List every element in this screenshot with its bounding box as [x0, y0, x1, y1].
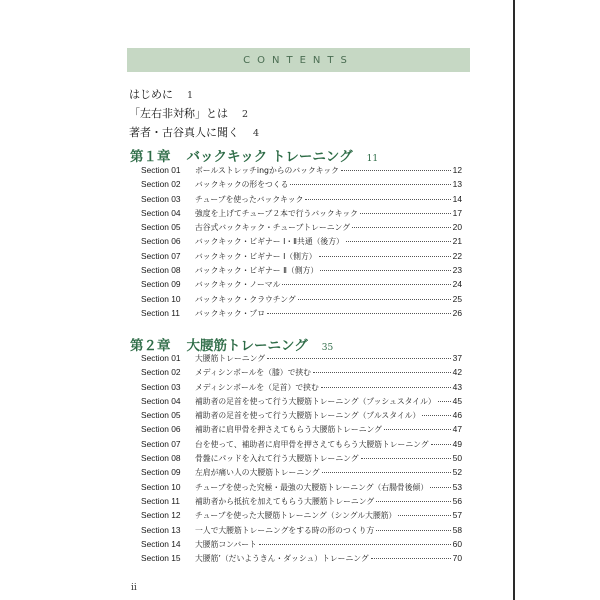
dot-leader	[360, 213, 451, 214]
section-title: メディシンボールを（膝）で挟む	[195, 368, 311, 378]
section-page: 70	[452, 553, 462, 564]
toc-entry	[141, 510, 462, 524]
dot-leader	[305, 199, 450, 200]
chapter-page: 35	[321, 343, 334, 353]
dot-leader	[398, 515, 450, 516]
intro-item	[129, 86, 193, 102]
section-number: Section 10	[141, 293, 181, 304]
intro-page: 2	[242, 109, 249, 120]
toc-entry	[141, 467, 462, 481]
section-number: Section 05	[141, 410, 181, 421]
toc-entry	[141, 265, 462, 279]
toc-entry	[141, 194, 462, 208]
contents-title: CONTENTS	[243, 54, 354, 66]
section-number: Section 03	[141, 193, 181, 204]
toc-entry	[141, 236, 462, 250]
toc-entry	[141, 208, 462, 222]
section-title: 補助者に肩甲骨を押さえてもらう大腰筋トレーニング	[195, 425, 382, 435]
section-number: Section 02	[141, 367, 181, 378]
dot-leader	[361, 458, 451, 459]
dot-leader	[321, 387, 451, 388]
section-title: バックキック・プロ	[195, 308, 266, 318]
dot-leader	[376, 530, 451, 531]
section-title: メディシンボールを（足首）で挟む	[195, 382, 319, 392]
section-title: 台を使って、補助者に肩甲骨を押さえてもらう大腰筋トレーニング	[195, 439, 429, 449]
dot-leader	[371, 558, 451, 559]
section-title: バックキック・ビギナー Ⅰ・Ⅱ共通（後方）	[195, 237, 344, 247]
page-folio: ii	[131, 583, 137, 593]
section-number: Section 12	[141, 510, 181, 521]
section-number: Section 01	[141, 165, 181, 175]
section-number: Section 09	[141, 467, 181, 478]
chapter-2-section-list	[141, 353, 462, 567]
section-page: 43	[452, 381, 462, 392]
toc-entry	[141, 525, 462, 539]
section-number: Section 05	[141, 222, 181, 233]
section-page: 17	[452, 207, 462, 218]
intro-title: 「左右非対称」とは	[129, 107, 228, 120]
section-page: 24	[452, 279, 462, 290]
section-number: Section 11	[141, 495, 180, 506]
intro-title: 著者・古谷真人に聞く	[129, 126, 239, 139]
dot-leader	[431, 444, 451, 445]
section-page: 25	[452, 293, 462, 304]
toc-entry	[141, 424, 462, 438]
section-page: 23	[452, 265, 462, 276]
section-title: バックキック・クラウチング	[195, 294, 296, 304]
dot-leader	[267, 358, 451, 359]
section-page: 50	[452, 453, 462, 464]
section-number: Section 09	[141, 279, 181, 290]
toc-entry	[141, 439, 462, 453]
toc-entry	[141, 308, 462, 322]
section-number: Section 11	[141, 307, 180, 318]
dot-leader	[322, 472, 451, 473]
section-page: 46	[452, 410, 462, 421]
section-page: 56	[452, 495, 462, 506]
section-title: バックキック・ビギナー Ⅱ（側方）	[195, 266, 319, 276]
dot-leader	[376, 501, 451, 502]
intro-item	[129, 105, 248, 121]
dot-leader	[422, 415, 450, 416]
section-title: 補助者の足首を使って行う大腰筋トレーニング（プッシュスタイル）	[195, 396, 436, 406]
toc-entry	[141, 382, 462, 396]
toc-entry	[141, 496, 462, 510]
toc-entry	[141, 410, 462, 424]
intro-page: 1	[187, 90, 194, 101]
section-page: 58	[452, 524, 462, 535]
dot-leader	[319, 256, 451, 257]
section-title: チューブを使ったバックキック	[195, 194, 304, 204]
section-page: 20	[452, 222, 462, 233]
section-number: Section 10	[141, 481, 181, 492]
section-number: Section 02	[141, 179, 181, 190]
chapter-title: バックキック トレーニング	[186, 149, 353, 165]
dot-leader	[346, 241, 451, 242]
section-number: Section 13	[141, 524, 181, 535]
section-title: 古谷式バックキック・チューブトレーニング	[195, 223, 350, 233]
section-title: ボールストレッチingからのバックキック	[195, 166, 339, 175]
dot-leader	[259, 544, 451, 545]
toc-entry	[141, 179, 462, 193]
dot-leader	[352, 227, 451, 228]
section-title: 大腰筋トレーニング	[195, 354, 266, 363]
dot-leader	[438, 401, 451, 402]
section-page: 21	[452, 236, 462, 247]
toc-entry	[141, 367, 462, 381]
dot-leader	[282, 284, 450, 285]
section-number: Section 07	[141, 250, 181, 261]
section-number: Section 15	[141, 553, 181, 564]
section-title: 骨盤にパッドを入れて行う大腰筋トレーニング	[195, 454, 359, 464]
section-page: 57	[452, 510, 462, 521]
section-page: 22	[452, 250, 462, 261]
section-page: 14	[452, 193, 462, 204]
section-number: Section 06	[141, 236, 181, 247]
section-title: バックキック・ノーマル	[195, 280, 281, 290]
chapter-page: 11	[366, 154, 379, 164]
intro-title: はじめに	[129, 88, 173, 101]
section-page: 52	[452, 467, 462, 478]
section-page: 60	[452, 538, 462, 549]
section-number: Section 03	[141, 381, 181, 392]
section-title: チューブを使った究極・最強の大腰筋トレーニング（右腸骨後傾）	[195, 482, 429, 492]
chapter-1-section-list	[141, 165, 462, 322]
section-title: チューブを使った大腰筋トレーニング（シングル大腰筋）	[195, 511, 397, 521]
section-number: Section 06	[141, 424, 181, 435]
section-title: 大腰筋コンバート	[195, 539, 257, 549]
dot-leader	[320, 270, 451, 271]
section-page: 12	[452, 165, 462, 175]
toc-entry	[141, 539, 462, 553]
chapter-number: 第２章	[130, 338, 171, 354]
section-number: Section 01	[141, 353, 181, 363]
section-title: 左肩が痛い人の大腰筋トレーニング	[195, 468, 320, 478]
dot-leader	[290, 184, 450, 185]
section-title: バックキック・ビギナー Ⅰ（側方）	[195, 251, 317, 261]
section-page: 49	[452, 438, 462, 449]
toc-entry	[141, 482, 462, 496]
section-number: Section 04	[141, 395, 181, 406]
section-page: 26	[452, 307, 462, 318]
section-number: Section 07	[141, 438, 181, 449]
toc-entry	[141, 279, 462, 293]
section-number: Section 04	[141, 207, 181, 218]
section-title: 補助者から抵抗を加えてもらう大腰筋トレーニング	[195, 496, 375, 506]
section-page: 47	[452, 424, 462, 435]
section-title: バックキックの形をつくる	[195, 180, 289, 190]
toc-entry	[141, 294, 462, 308]
page-edge	[513, 0, 515, 600]
section-page: 37	[452, 353, 462, 363]
chapter-heading-2	[130, 334, 333, 354]
section-title: 強度を上げてチューブ２本で行うバックキック	[195, 208, 358, 218]
toc-entry	[141, 353, 462, 367]
section-title: 一人で大腰筋トレーニングをする時の形のつくり方	[195, 525, 375, 535]
dot-leader	[298, 299, 451, 300]
section-page: 13	[452, 179, 462, 190]
toc-entry	[141, 553, 462, 567]
dot-leader	[267, 313, 451, 314]
toc-entry	[141, 222, 462, 236]
chapter-heading-1	[130, 145, 378, 165]
dot-leader	[430, 487, 451, 488]
toc-entry	[141, 396, 462, 410]
toc-entry	[141, 453, 462, 467]
intro-item	[129, 124, 259, 140]
section-number: Section 08	[141, 265, 181, 276]
section-page: 53	[452, 481, 462, 492]
toc-entry	[141, 165, 462, 179]
intro-page: 4	[253, 128, 260, 139]
dot-leader	[313, 372, 451, 373]
section-title: 補助者の足首を使って行う大腰筋トレーニング（プルスタイル）	[195, 411, 421, 421]
section-page: 45	[452, 395, 462, 406]
chapter-number: 第１章	[130, 149, 171, 165]
contents-header	[127, 48, 470, 72]
section-number: Section 14	[141, 538, 181, 549]
dot-leader	[384, 429, 451, 430]
section-title: 大腰筋’（だいようきん・ダッシュ）トレーニング	[195, 554, 369, 564]
toc-entry	[141, 251, 462, 265]
section-number: Section 08	[141, 453, 181, 464]
dot-leader	[341, 170, 451, 171]
section-page: 42	[452, 367, 462, 378]
chapter-title: 大腰筋トレーニング	[186, 338, 308, 354]
